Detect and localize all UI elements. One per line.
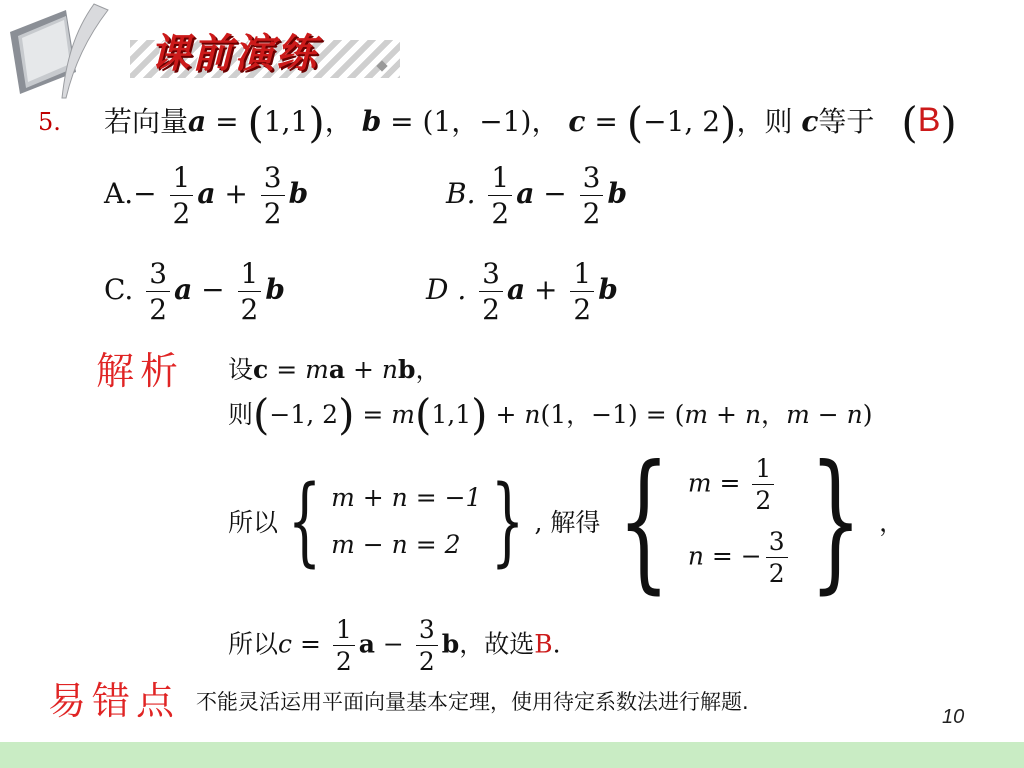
vector-a: a: [188, 105, 207, 138]
vector-b: b: [607, 177, 628, 210]
vector-c: c: [568, 105, 586, 138]
solution-line-3: 所以 { m + n = −1 m − n = 2 } , 解得 { m = $\frac{1}{2}$ n = − $\frac{3}{2}$ } ，: [228, 434, 905, 608]
fraction: $\frac{1}{2}$: [238, 256, 262, 327]
fraction: $\frac{3}{2}$: [479, 256, 503, 327]
stem-prefix: 若向量: [104, 105, 189, 138]
footer-bar: [0, 742, 1024, 768]
question-stem: 若向量a = (1,1)， b = (1，−1)， c = (−1, 2)，则 c等于 (B): [104, 98, 957, 147]
solution-line-2: 则(−1, 2) = m(1,1) + n(1，−1) = (m + n，m − n): [228, 390, 873, 439]
page-number: 10: [942, 706, 965, 728]
sep-comma: ，: [324, 105, 353, 138]
vector-a: a: [516, 177, 535, 210]
answer-choice: B: [917, 101, 941, 139]
eq-sign: =: [390, 105, 414, 138]
c-value: −1, 2: [643, 105, 721, 138]
option-b: [446, 160, 627, 231]
vector-a: a: [506, 273, 526, 306]
solution-label: 解析: [96, 349, 185, 393]
page-title: 课前演练: [150, 32, 318, 76]
option-label: D .: [426, 273, 467, 306]
book-feather-logo-icon: [4, 2, 124, 102]
question-number: 5.: [38, 108, 61, 136]
solution-line-1: 设c = ma + nb，: [228, 355, 441, 384]
option-operator: −: [201, 273, 225, 306]
fraction: $\frac{3}{2}$: [261, 160, 285, 231]
vector-a: a: [174, 273, 193, 306]
vector-b: b: [288, 177, 309, 210]
vector-b: b: [598, 273, 618, 306]
fraction: $\frac{1}{2}$: [570, 256, 594, 327]
pitfall-text: 不能灵活运用平面向量基本定理，使用待定系数法进行解题.: [196, 690, 749, 714]
pitfall-label: 易错点: [48, 679, 181, 723]
option-c: [104, 256, 285, 327]
option-operator: +: [534, 273, 558, 306]
eq-sign: =: [594, 105, 618, 138]
a-value: 1,1: [263, 105, 309, 138]
eq-sign: =: [215, 105, 239, 138]
option-label: B.: [446, 177, 476, 210]
vector-b: b: [361, 105, 382, 138]
option-operator: −: [543, 177, 567, 210]
fraction: $\frac{1}{2}$: [170, 160, 194, 231]
equals-text: 等于: [818, 105, 875, 138]
equation-system: m + n = −1 m − n = 2: [331, 482, 482, 559]
vector-a: a: [197, 177, 216, 210]
solution-values: m = $\frac{1}{2}$ n = − $\frac{3}{2}$: [688, 453, 792, 590]
option-label: A.: [104, 177, 134, 210]
sep-comma: ，: [531, 105, 560, 138]
option-d: [426, 256, 618, 327]
solution-line-4: 所以c = $\frac{1}{2}$ a − $\frac{3}{2}$ b，故选B.: [228, 615, 561, 677]
option-sign: −: [133, 177, 157, 210]
vector-c: c: [801, 105, 819, 138]
b-value: (1，−1): [422, 105, 532, 138]
option-a: [104, 160, 308, 231]
vector-b: b: [265, 273, 285, 306]
fraction: $\frac{3}{2}$: [146, 256, 170, 327]
then-text: ，则: [736, 105, 793, 138]
option-label: C.: [104, 273, 134, 306]
fraction: $\frac{1}{2}$: [488, 160, 512, 231]
option-operator: +: [224, 177, 248, 210]
fraction: $\frac{3}{2}$: [580, 160, 604, 231]
